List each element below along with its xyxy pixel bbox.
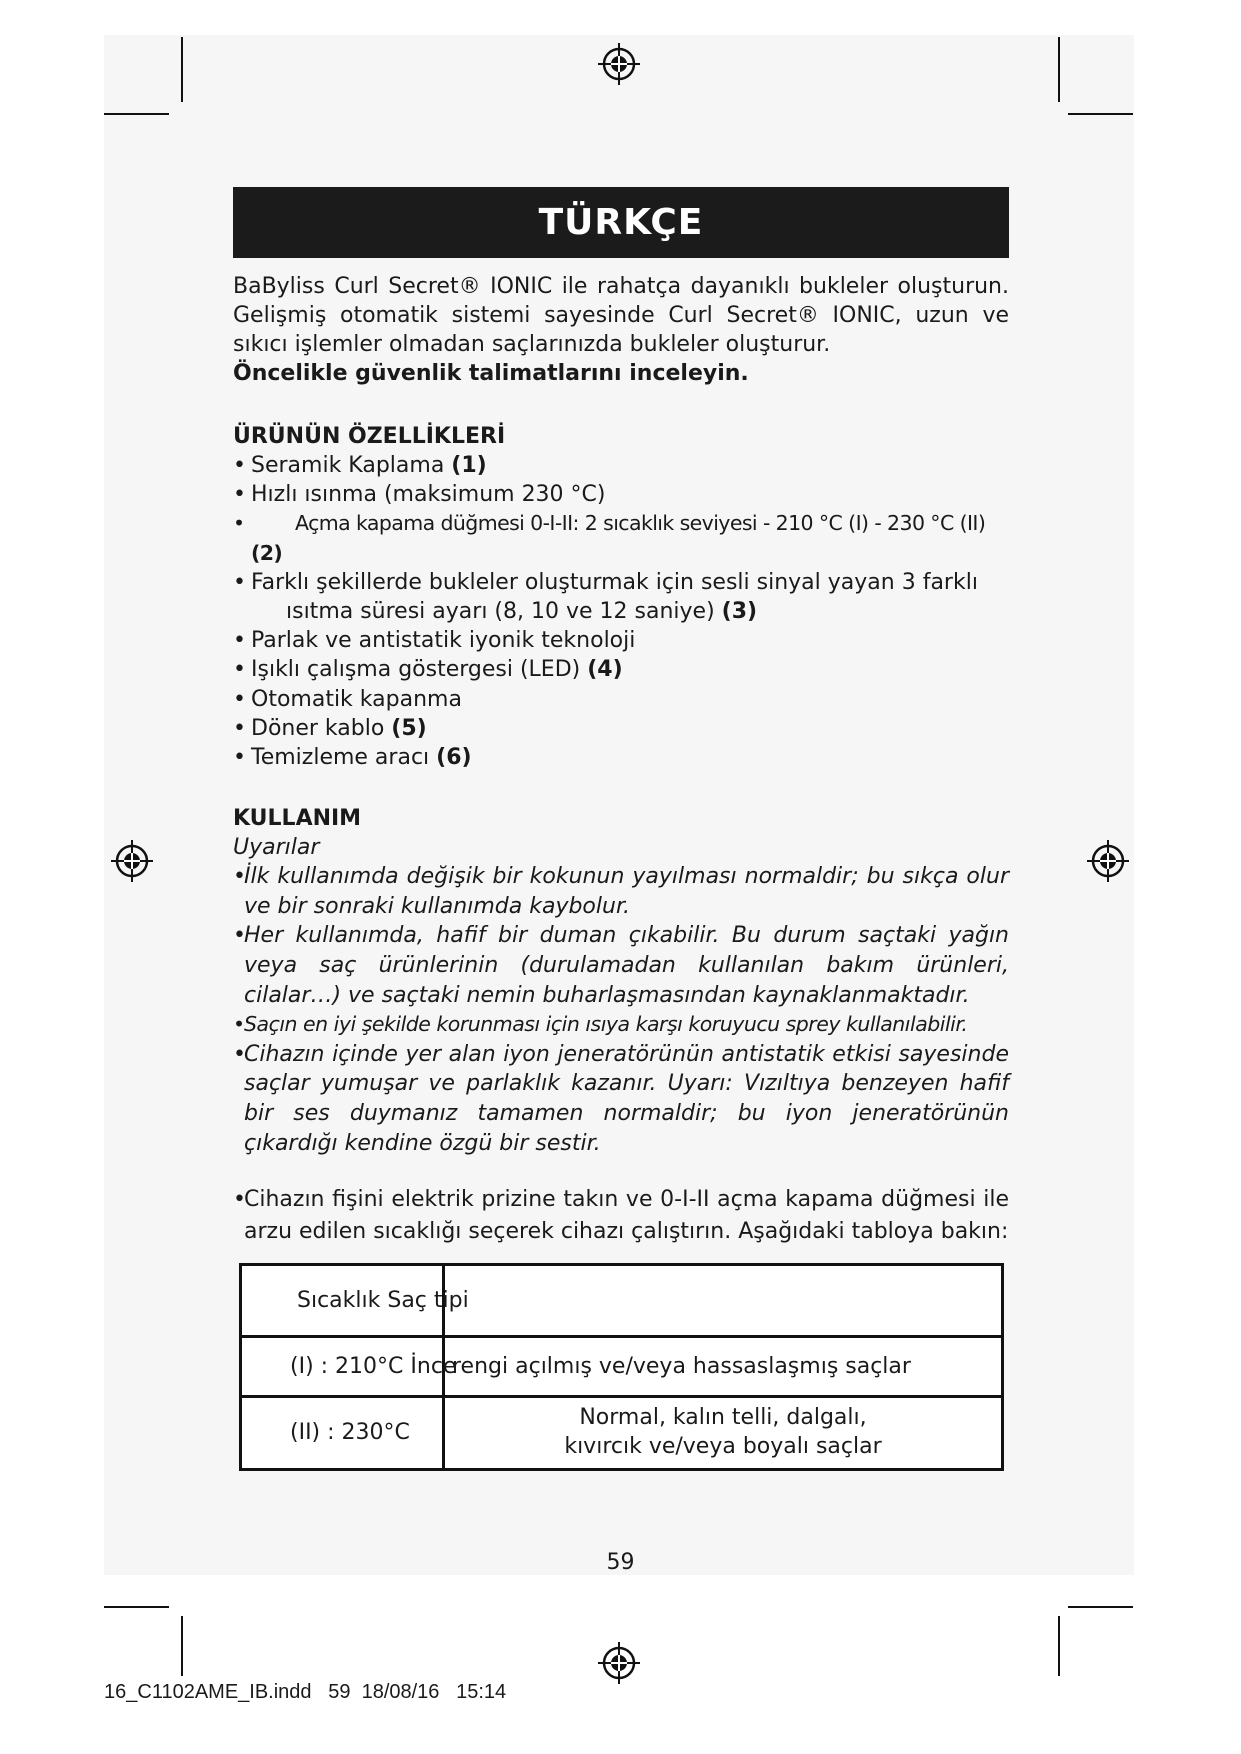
feature-item: • Parlak ve antistatik iyonik teknoloji	[233, 626, 1009, 655]
table-row-value: rengi açılmış ve/veya hassaslaşmış saçlar	[452, 1354, 911, 1379]
page-content	[233, 272, 1009, 1248]
warning-item: • Her kullanımda, hafif bir duman çıkabilir. Bu durum saçtaki yağın veya saç ürünlerinin (durulamadan kullanılan bakım ürünleri, cilalar…) ve saçtaki nemin buharlaşmasından kaynaklanmaktadır.	[233, 921, 1009, 1010]
feature-item: • Farklı şekillerde bukleler oluşturmak için sesli sinyal yayan 3 farklı ısıtma süresi ayarı (8, 10 ve 12 saniye) (3)	[233, 568, 1009, 626]
usage-heading: KULLANIM	[233, 806, 362, 832]
crop-mark-top-right-vertical	[1058, 37, 1060, 102]
crop-mark-bottom-left-vertical	[181, 1616, 183, 1676]
registration-mark-bottom-icon	[598, 1642, 640, 1684]
safety-note: Öncelikle güvenlik talimatlarını inceleyin.	[233, 361, 749, 386]
registration-mark-left-icon	[111, 840, 153, 882]
instruction-list	[233, 1184, 1009, 1248]
feature-item: • Seramik Kaplama (1)	[233, 451, 1009, 480]
table-row-label: (I) : 210°C İnce	[290, 1354, 457, 1379]
features-list	[233, 451, 1009, 772]
table-row-label: (II) : 230°C	[290, 1420, 410, 1445]
feature-item: • Hızlı ısınma (maksimum 230 °C)	[233, 480, 1009, 509]
warning-item: • Saçın en iyi şekilde korunması için ısıya karşı koruyucu sprey kullanılabilir.	[233, 1010, 1009, 1040]
feature-item: • Otomatik kapanma	[233, 685, 1009, 714]
feature-item: • Işıklı çalışma göstergesi (LED) (4)	[233, 655, 1009, 684]
crop-mark-top-left-horizontal	[104, 113, 169, 115]
instruction-item: • Cihazın fişini elektrik prizine takın ve 0-I-II açma kapama düğmesi ile arzu edilen sıcaklığı seçerek cihazı çalıştırın. Aşağıdaki tabloya bakın:	[233, 1184, 1009, 1248]
language-header	[233, 187, 1009, 258]
feature-item: • Açma kapama düğmesi 0-I-II: 2 sıcaklık seviyesi - 210 °C (I) - 230 °C (II) (2)	[233, 509, 1009, 567]
temperature-table	[239, 1263, 1004, 1471]
language-title: TÜRKÇE	[538, 202, 704, 243]
warnings-label: Uyarılar	[233, 835, 320, 861]
table-row	[242, 1398, 1001, 1468]
registration-mark-right-icon	[1087, 840, 1129, 882]
registration-mark-top-icon	[598, 43, 640, 85]
intro-paragraph: BaByliss Curl Secret® IONIC ile rahatça dayanıklı bukleler oluşturun. Gelişmiş otomatik sistemi sayesinde Curl Secret® IONIC, uzun ve sıkıcı işlemler olmadan saçlarınızda bukleler oluşturur.	[233, 274, 1009, 357]
features-heading: ÜRÜNÜN ÖZELLİKLERİ	[233, 424, 506, 449]
table-header: Sıcaklık Saç tipi	[297, 1288, 469, 1313]
crop-mark-bottom-right-vertical	[1058, 1616, 1060, 1676]
warning-item: • İlk kullanımda değişik bir kokunun yayılması normaldir; bu sıkça olur ve bir sonraki kullanımda kaybolur.	[233, 862, 1009, 921]
feature-item: • Döner kablo (5)	[233, 714, 1009, 743]
crop-mark-top-left-vertical	[181, 37, 183, 102]
warning-item: • Cihazın içinde yer alan iyon jeneratörünün antistatik etkisi sayesinde saçlar yumuşar ve parlaklık kazanır. Uyarı: Vızıltıya benzeyen hafif bir ses duymanız tamamen normaldir; bu iyon jeneratörünün çıkardığı kendine özgü bir sestir.	[233, 1040, 1009, 1158]
crop-mark-bottom-left-horizontal	[104, 1606, 169, 1608]
intro-section	[233, 272, 1009, 388]
crop-mark-top-right-horizontal	[1068, 113, 1133, 115]
table-row	[242, 1338, 1001, 1398]
table-row-value: Normal, kalın telli, dalgalı, kıvırcık ve/veya boyalı saçlar	[564, 1405, 882, 1459]
page-number: 59	[606, 1550, 635, 1575]
feature-item: • Temizleme aracı (6)	[233, 743, 1009, 772]
warnings-list	[233, 862, 1009, 1158]
print-slug: 16_C1102AME_IB.indd 59 18/08/16 15:14	[104, 1681, 507, 1703]
table-header-row	[242, 1266, 1001, 1338]
crop-mark-bottom-right-horizontal	[1068, 1606, 1133, 1608]
